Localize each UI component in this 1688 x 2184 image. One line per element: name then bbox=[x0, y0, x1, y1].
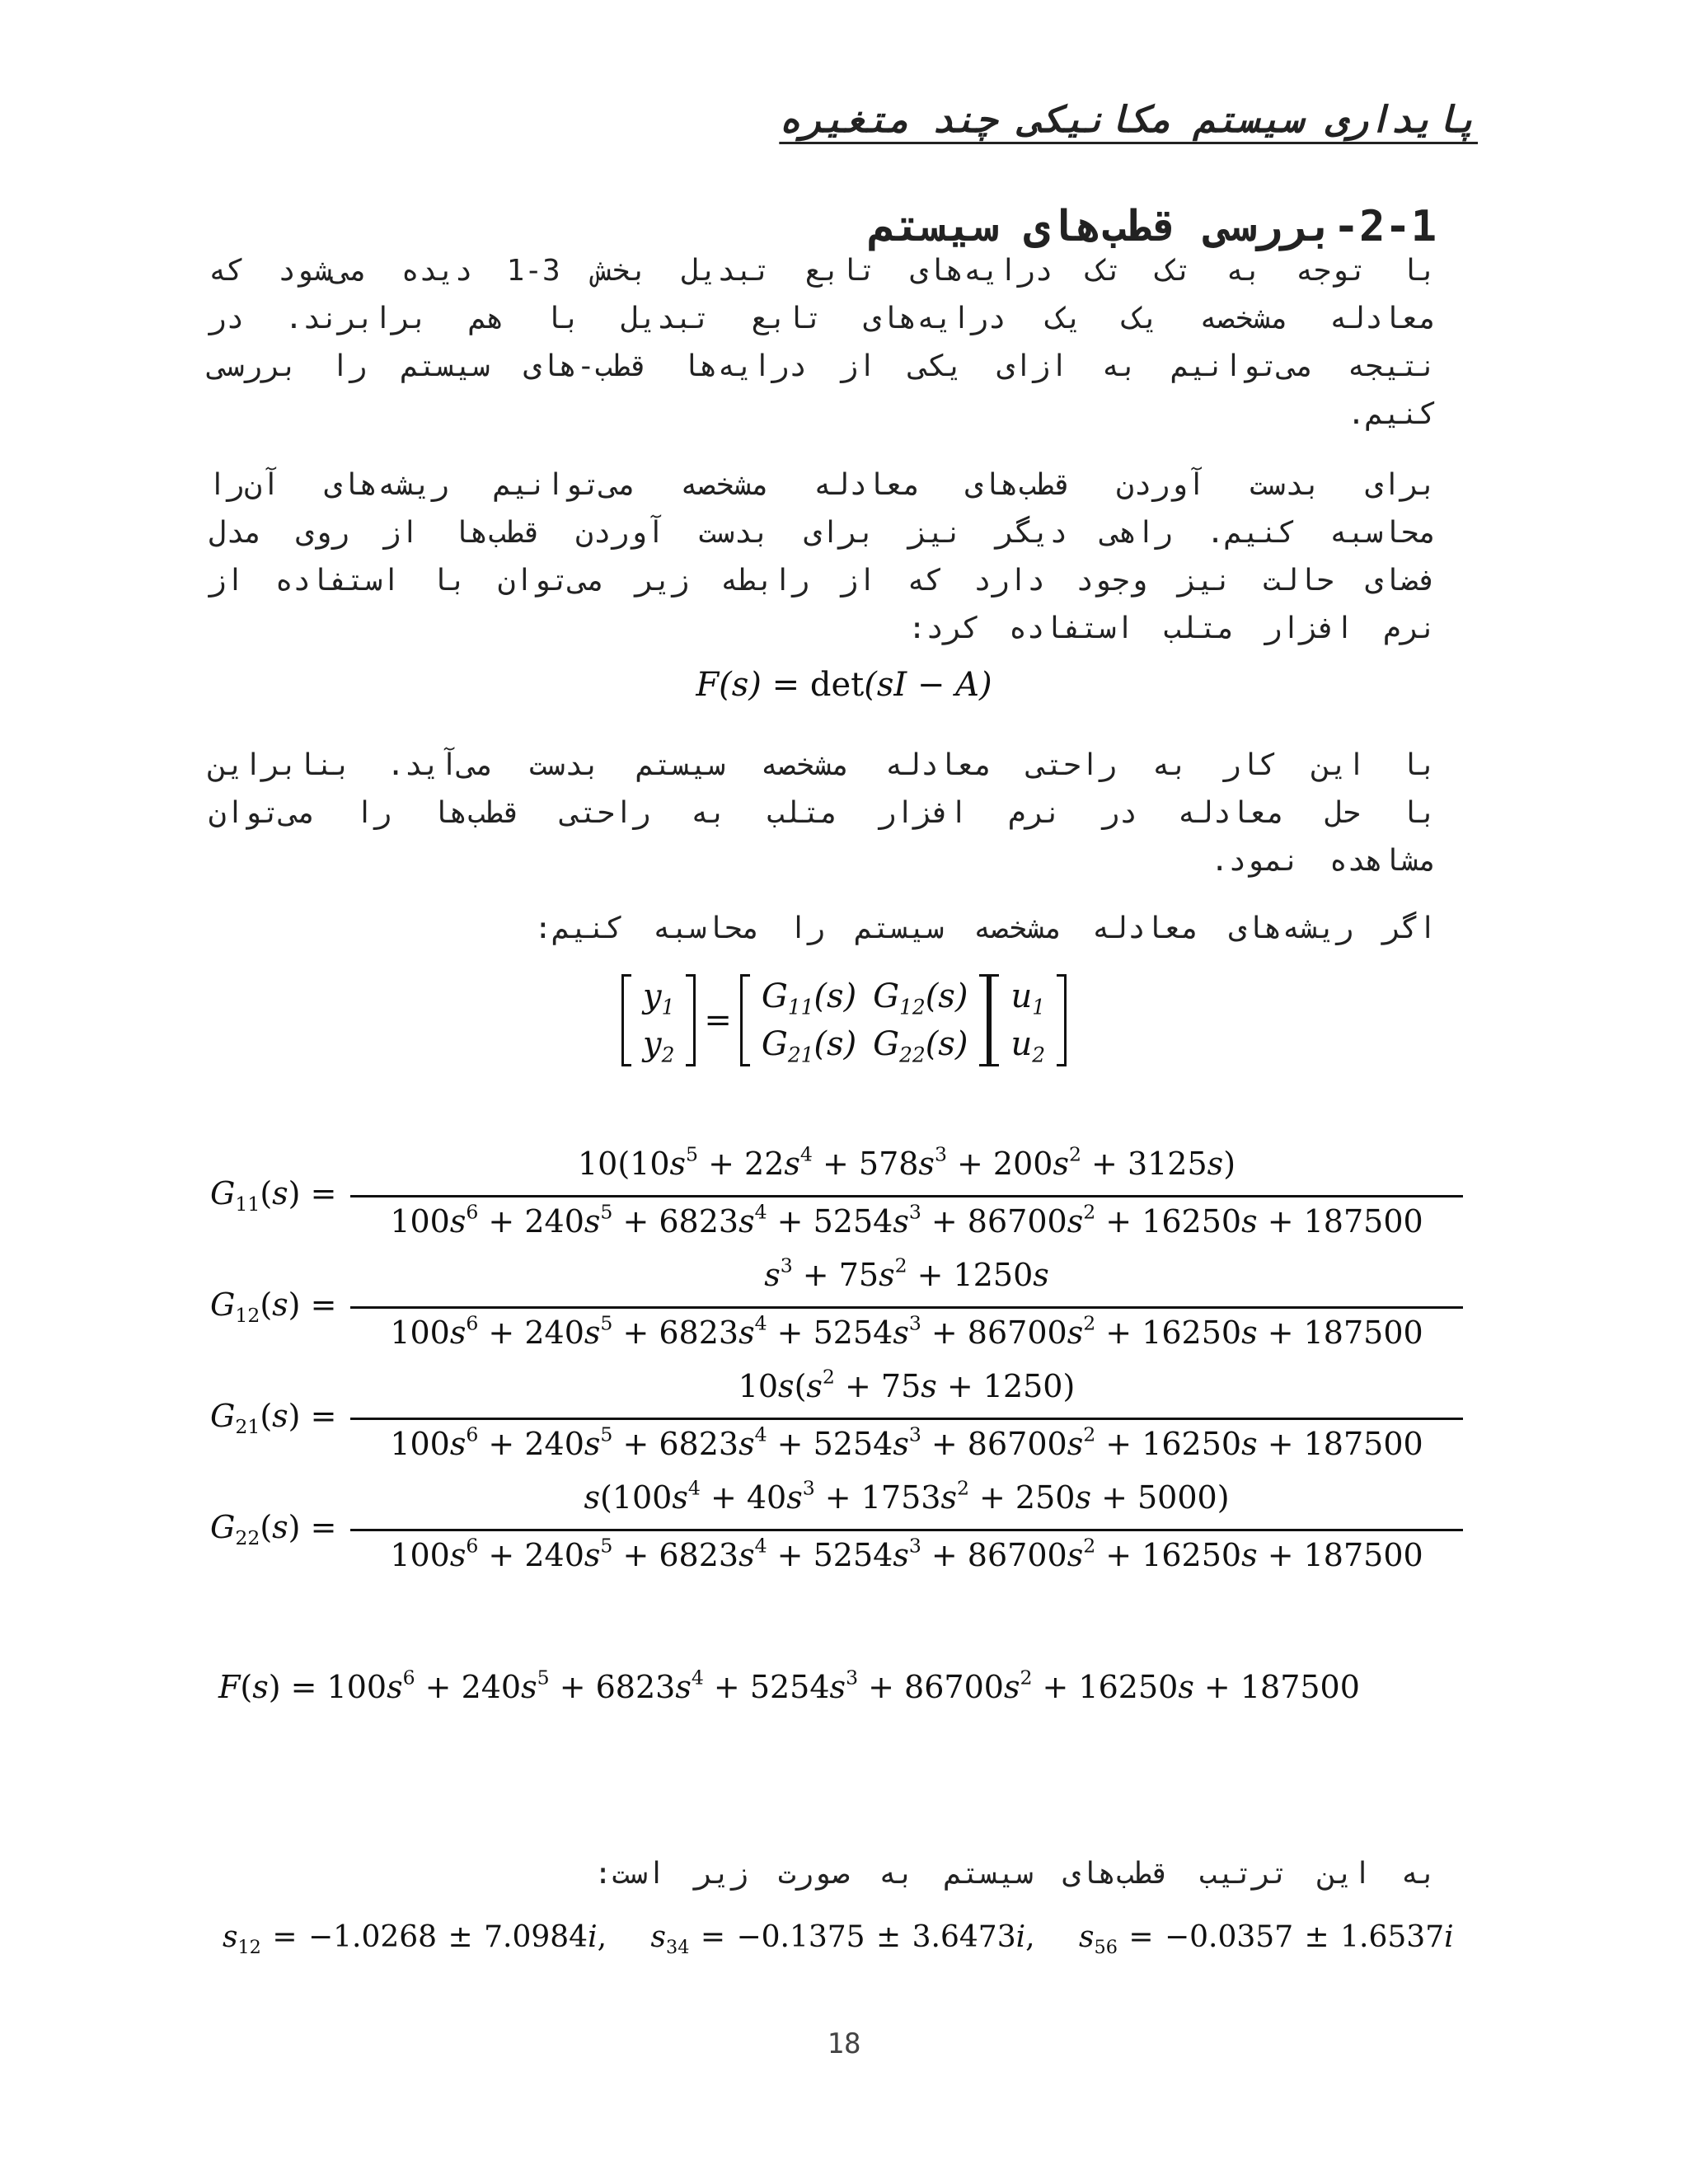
tf-numerator: $s(100s^4 + 40s^3 + 1753s^2 + 250s + 5000)$ bbox=[584, 1476, 1230, 1516]
tf-denominator: $100s^6 + 240s^5 + 6823s^4 + 5254s^3 + 86700s^2 + 16250s + 187500$ bbox=[390, 1311, 1423, 1351]
equals-sign: = bbox=[704, 1001, 732, 1039]
paragraph-1: با توجه به تک تک درایه‌های تابع تبدیل بخش 3-1 دیده می‌شود که معادله مشخصه یک یک درایه‌های تابع تبدیل با هم برابرند. در نتیجه می‌توانیم به ازای یکی از درایه‌ها قطب-های سیستم را بررسی کنیم. bbox=[209, 254, 1437, 431]
poles-list bbox=[223, 1920, 1454, 1958]
det-equation bbox=[0, 666, 1688, 704]
characteristic-polynomial: $F(s) = 100s^6 + 240s^5 + 6823s^4 + 5254s^3 + 86700s^2 + 16250s + 187500$ bbox=[218, 1666, 1360, 1705]
input-vector bbox=[989, 972, 1067, 1068]
matrix-entry: $u_1$ bbox=[1010, 977, 1045, 1019]
matrix-entry: $G_{11}(s)$ bbox=[761, 977, 857, 1019]
tf-name: $G_{21}(s)$ = bbox=[210, 1398, 337, 1439]
paragraph-5: به این ترتیب قطب‌های سیستم به صورت زیر است: bbox=[593, 1857, 1437, 1891]
matrix-entry: $y_1$ bbox=[643, 977, 675, 1019]
matrix-equation bbox=[0, 972, 1688, 1068]
transfer-function-g21 bbox=[210, 1365, 1463, 1475]
section-title: 2-1-بررسی قطب‌های سیستم bbox=[869, 202, 1437, 251]
paragraph-2: برای بدست آوردن قطب‌های معادله مشخصه می‌توانیم ریشه‌های آن‌را محاسبه کنیم. راهی دیگر نیز برای بدست آوردن قطب‌ها از روی مدل فضای حالت نیز وجود دارد که از رابطه زیر می‌توان با استفاده از نرم افزار متلب استفاده کرد: bbox=[209, 468, 1437, 645]
pole-pair: $s_{56} = -0.0357 \pm 1.6537i$ bbox=[1079, 1920, 1454, 1958]
fraction-bar bbox=[350, 1418, 1463, 1420]
pole-pair: $s_{12} = -1.0268 \pm 7.0984i$, bbox=[223, 1920, 607, 1958]
tf-numerator: $10s(s^2 + 75s + 1250)$ bbox=[738, 1365, 1076, 1404]
det-lhs: F(s) bbox=[696, 666, 762, 704]
matrix-entry: $G_{22}(s)$ bbox=[873, 1025, 968, 1067]
matrix-entry: $G_{12}(s)$ bbox=[873, 977, 968, 1019]
paragraph-4: اگر ریشه‌های معادله مشخصه سیستم را محاسبه کنیم: bbox=[534, 912, 1437, 945]
tf-numerator: $s^3 + 75s^2 + 1250s$ bbox=[764, 1254, 1049, 1293]
matrix-entry: $G_{21}(s)$ bbox=[761, 1025, 857, 1067]
tf-denominator: $100s^6 + 240s^5 + 6823s^4 + 5254s^3 + 86700s^2 + 16250s + 187500$ bbox=[390, 1422, 1423, 1462]
output-vector bbox=[621, 972, 696, 1068]
tf-denominator: $100s^6 + 240s^5 + 6823s^4 + 5254s^3 + 86700s^2 + 16250s + 187500$ bbox=[390, 1534, 1423, 1573]
det-eq: = bbox=[761, 666, 810, 704]
paragraph-3: با این کار به راحتی معادله مشخصه سیستم بدست می‌آید. بنابراین با حل معادله در نرم افزار متلب به راحتی قطب‌ها را می‌توان مشاهده نمود. bbox=[209, 748, 1437, 878]
pole-pair: $s_{34} = -0.1375 \pm 3.6473i$, bbox=[650, 1920, 1035, 1958]
fraction-bar bbox=[350, 1306, 1463, 1309]
tf-name: $G_{22}(s)$ = bbox=[210, 1509, 337, 1550]
matrix-entry: $y_2$ bbox=[643, 1025, 675, 1067]
transfer-function-g11 bbox=[210, 1142, 1463, 1253]
matrix-entry: $u_2$ bbox=[1010, 1025, 1045, 1067]
tf-name: $G_{11}(s)$ = bbox=[210, 1175, 337, 1216]
fraction-bar bbox=[350, 1195, 1463, 1197]
tf-denominator: $100s^6 + 240s^5 + 6823s^4 + 5254s^3 + 86700s^2 + 16250s + 187500$ bbox=[390, 1200, 1423, 1240]
fraction-bar bbox=[350, 1529, 1463, 1531]
transfer-function-g12 bbox=[210, 1254, 1463, 1364]
tf-name: $G_{12}(s)$ = bbox=[210, 1286, 337, 1328]
page-header: پایداری سیستم مکانیکی چند متغیره bbox=[779, 99, 1478, 141]
det-argument: (sI − A) bbox=[864, 666, 992, 704]
page-number: 18 bbox=[827, 2027, 861, 2060]
transfer-function-g22 bbox=[210, 1476, 1463, 1586]
tf-numerator: $10(10s^5 + 22s^4 + 578s^3 + 200s^2 + 3125s)$ bbox=[577, 1142, 1236, 1182]
det-operator: det bbox=[809, 666, 865, 704]
transfer-matrix bbox=[740, 972, 990, 1068]
